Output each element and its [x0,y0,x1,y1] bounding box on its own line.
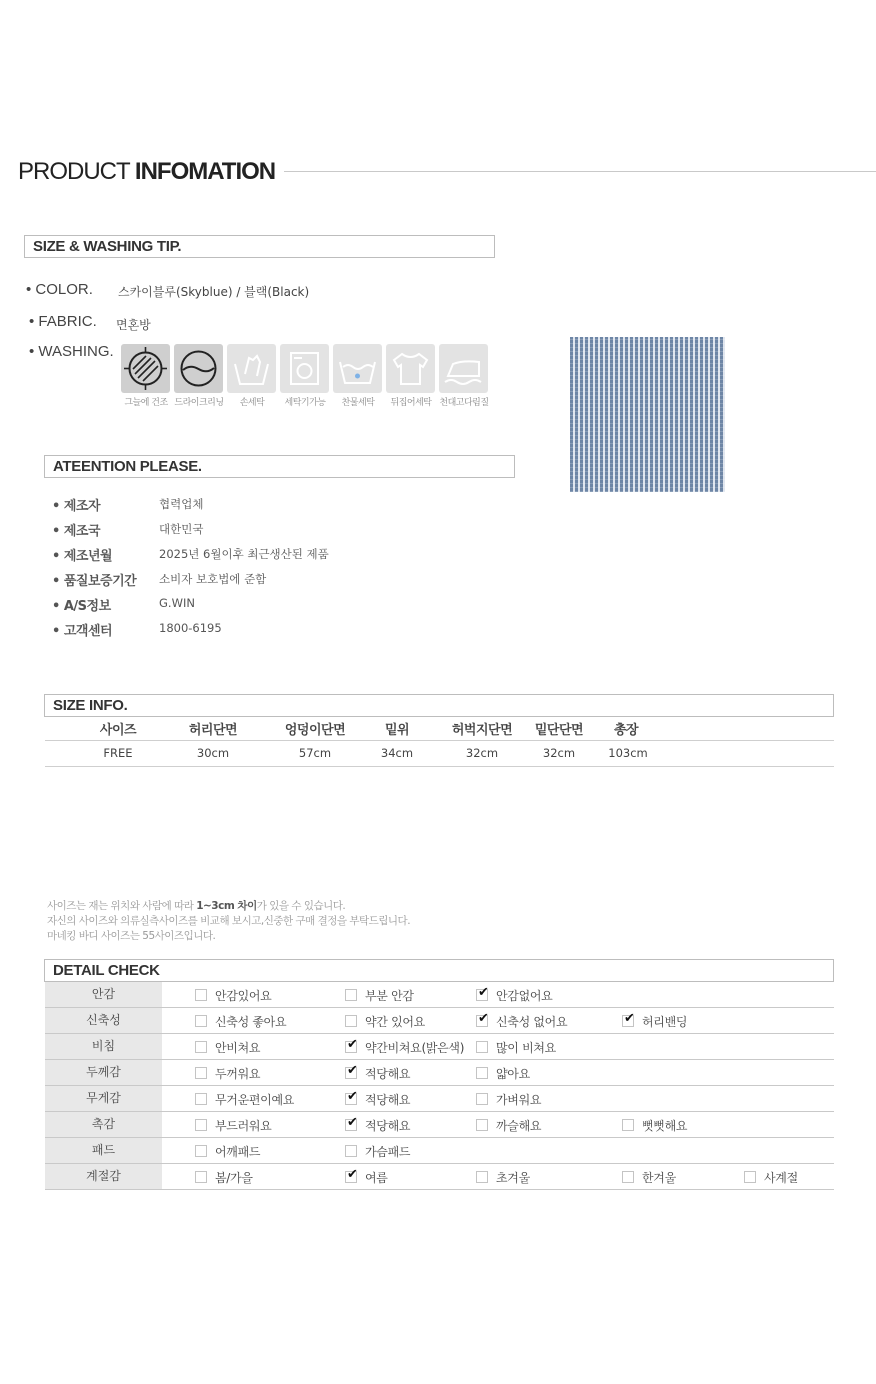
checkbox-checked [345,1167,358,1183]
inside-out-icon [386,344,435,393]
checkbox-unchecked [476,1067,488,1079]
checkbox-unchecked [195,1119,207,1131]
product-info-header [18,156,876,188]
size-header-cell: 총장 [613,723,639,738]
checkbox-unchecked [345,989,357,1001]
wash-caption: 그늘에 건조 [124,398,168,408]
attention-row [52,620,452,640]
detail-check-row [45,1138,834,1164]
attention-value: 2025년 6월이후 최근생산된 제품 [159,547,329,561]
cloth-iron-icon [439,344,488,393]
option-label: 봄/가을 [215,1171,253,1185]
check-mark-icon: ✔ [478,1011,489,1026]
size-value-cell: 103cm [608,746,648,760]
option-label: 신축성 좋아요 [215,1015,287,1029]
option-label: 많이 비쳐요 [496,1041,556,1055]
option-label: 가슴패드 [365,1145,411,1159]
checkbox-checked [345,1115,358,1131]
checkbox-checked [476,985,489,1001]
attention-value: 소비자 보호법에 준함 [159,572,267,586]
size-value-cell: 57cm [298,746,332,760]
size-header-cell: 허벅지단면 [451,723,513,738]
wash-caption: 세탁기가능 [284,398,326,408]
detail-check-row [45,1008,834,1034]
checkbox-checked [345,1089,358,1105]
fabric-label: • FABRIC. [29,313,97,330]
attention-key: • 제조국 [52,524,101,539]
option-label: 사계절 [764,1171,798,1185]
detail-check-row [45,1034,834,1060]
checkbox-checked [622,1011,635,1027]
dry-clean-icon [174,344,223,393]
attention-row [52,595,452,615]
option-label: 무거운편이예요 [215,1093,295,1107]
attention-key: • 제조년월 [52,549,113,564]
option-label: 한겨울 [642,1171,676,1185]
size-note-3: 마네킹 바디 사이즈는 55사이즈입니다. [47,930,216,942]
option-label: 얇아요 [496,1067,530,1081]
checkbox-unchecked [476,1119,488,1131]
detail-check-row [45,1086,834,1112]
check-mark-icon: ✔ [624,1011,635,1026]
attention-title: ATEENTION PLEASE. [44,455,515,478]
wash-caption: 드라이크리닝 [174,398,224,408]
machine-wash-icon [280,344,329,393]
size-value-cell: 34cm [380,746,414,760]
checkbox-unchecked [195,1067,207,1079]
shade-dry-icon [121,344,170,393]
detail-check-row [45,982,834,1008]
size-header-cell: 엉덩이단면 [284,723,346,738]
size-header-cell: 허리단면 [188,723,238,738]
fabric-swatch-image [570,337,725,492]
option-label: 두꺼워요 [215,1067,261,1081]
detail-check-label: 계절감 [45,1164,162,1189]
size-value-cell: FREE [103,746,133,760]
detail-check-row [45,1112,834,1138]
checkbox-checked [345,1037,358,1053]
check-mark-icon: ✔ [347,1089,358,1104]
title-light: PRODUCT [18,158,135,185]
option-label: 적당해요 [365,1119,411,1133]
attention-key: • 품질보증기간 [52,574,137,589]
checkbox-checked [345,1063,358,1079]
checkbox-unchecked [476,1171,488,1183]
option-label: 뻣뻣해요 [642,1119,688,1133]
checkbox-unchecked [195,1171,207,1183]
color-value: 스카이블루(Skyblue) / 블랙(Black) [118,285,310,299]
color-label: • COLOR. [26,281,93,298]
detail-check-label: 안감 [45,982,162,1007]
option-label: 가벼워요 [496,1093,542,1107]
option-label: 약간비쳐요(밝은색) [365,1041,465,1055]
detail-check-row [45,1060,834,1086]
checkbox-unchecked [622,1119,634,1131]
checkbox-checked [476,1011,489,1027]
note-emphasis: 1~3cm 차이 [196,900,257,912]
detail-check-label: 패드 [45,1138,162,1163]
washing-label: • WASHING. [29,343,114,360]
attention-key: • A/S정보 [52,599,111,614]
size-value-cell: 30cm [196,746,230,760]
size-header-cell: 밑단단면 [534,723,584,738]
attention-value: 1800-6195 [159,621,222,635]
note-text: 가 있을 수 있습니다. [256,900,346,912]
size-note-2: 자신의 사이즈와 의류실측사이즈를 비교해 보시고,신중한 구매 결정을 부탁드립니다. [47,915,411,927]
size-table-row [45,741,834,767]
checkbox-unchecked [476,1093,488,1105]
detail-check-title: DETAIL CHECK [44,959,834,982]
option-label: 적당해요 [365,1067,411,1081]
checkbox-unchecked [744,1171,756,1183]
size-value-cell: 32cm [465,746,499,760]
checkbox-unchecked [195,1145,207,1157]
checkbox-unchecked [195,1093,207,1105]
checkbox-unchecked [195,1015,207,1027]
checkbox-unchecked [195,989,207,1001]
option-label: 안감있어요 [215,989,272,1003]
option-label: 안감없어요 [496,989,553,1003]
check-mark-icon: ✔ [347,1167,358,1182]
checkbox-unchecked [476,1041,488,1053]
wash-caption: 손세탁 [239,398,265,408]
attention-row [52,545,452,565]
attention-row [52,570,452,590]
fabric-value: 면혼방 [116,318,151,332]
cold-wash-icon [333,344,382,393]
option-label: 신축성 없어요 [496,1015,568,1029]
attention-value: G.WIN [159,596,195,610]
option-label: 부드러워요 [215,1119,272,1133]
note-text: 사이즈는 재는 위치와 사람에 따라 [47,900,197,912]
page-title [18,158,275,186]
checkbox-unchecked [345,1145,357,1157]
option-label: 부분 안감 [365,989,414,1003]
option-label: 여름 [365,1171,388,1185]
check-mark-icon: ✔ [347,1115,358,1130]
wash-caption: 뒤집어세탁 [390,398,432,408]
title-bold: INFOMATION [134,158,276,185]
option-label: 안비쳐요 [215,1041,261,1055]
option-label: 까슬해요 [496,1119,542,1133]
header-divider [284,171,876,172]
detail-check-label: 무게감 [45,1086,162,1111]
detail-check-label: 두께감 [45,1060,162,1085]
size-table-header [45,716,834,741]
attention-key: • 제조자 [52,499,101,514]
attention-row [52,495,452,515]
size-washing-title: SIZE & WASHING TIP. [24,235,495,258]
option-label: 허리밴딩 [642,1015,688,1029]
size-value-cell: 32cm [542,746,576,760]
size-info-title: SIZE INFO. [44,694,834,717]
checkbox-unchecked [345,1015,357,1027]
size-header-cell: 사이즈 [99,723,137,738]
detail-check-label: 촉감 [45,1112,162,1137]
detail-check-row [45,1164,834,1190]
size-note-1 [47,898,345,913]
detail-check-label: 신축성 [45,1008,162,1033]
detail-check-label: 비침 [45,1034,162,1059]
wash-caption: 찬물세탁 [341,398,375,408]
attention-key: • 고객센터 [52,624,113,639]
option-label: 초겨울 [496,1171,530,1185]
wash-caption: 천대고다림질 [439,398,489,408]
check-mark-icon: ✔ [347,1037,358,1052]
check-mark-icon: ✔ [347,1063,358,1078]
attention-value: 대한민국 [159,522,204,536]
attention-row [52,520,452,540]
hand-wash-icon [227,344,276,393]
option-label: 어깨패드 [215,1145,261,1159]
checkbox-unchecked [195,1041,207,1053]
option-label: 약간 있어요 [365,1015,425,1029]
size-header-cell: 밑위 [384,723,410,738]
check-mark-icon: ✔ [478,985,489,1000]
attention-value: 협력업체 [159,497,204,511]
option-label: 적당해요 [365,1093,411,1107]
checkbox-unchecked [622,1171,634,1183]
